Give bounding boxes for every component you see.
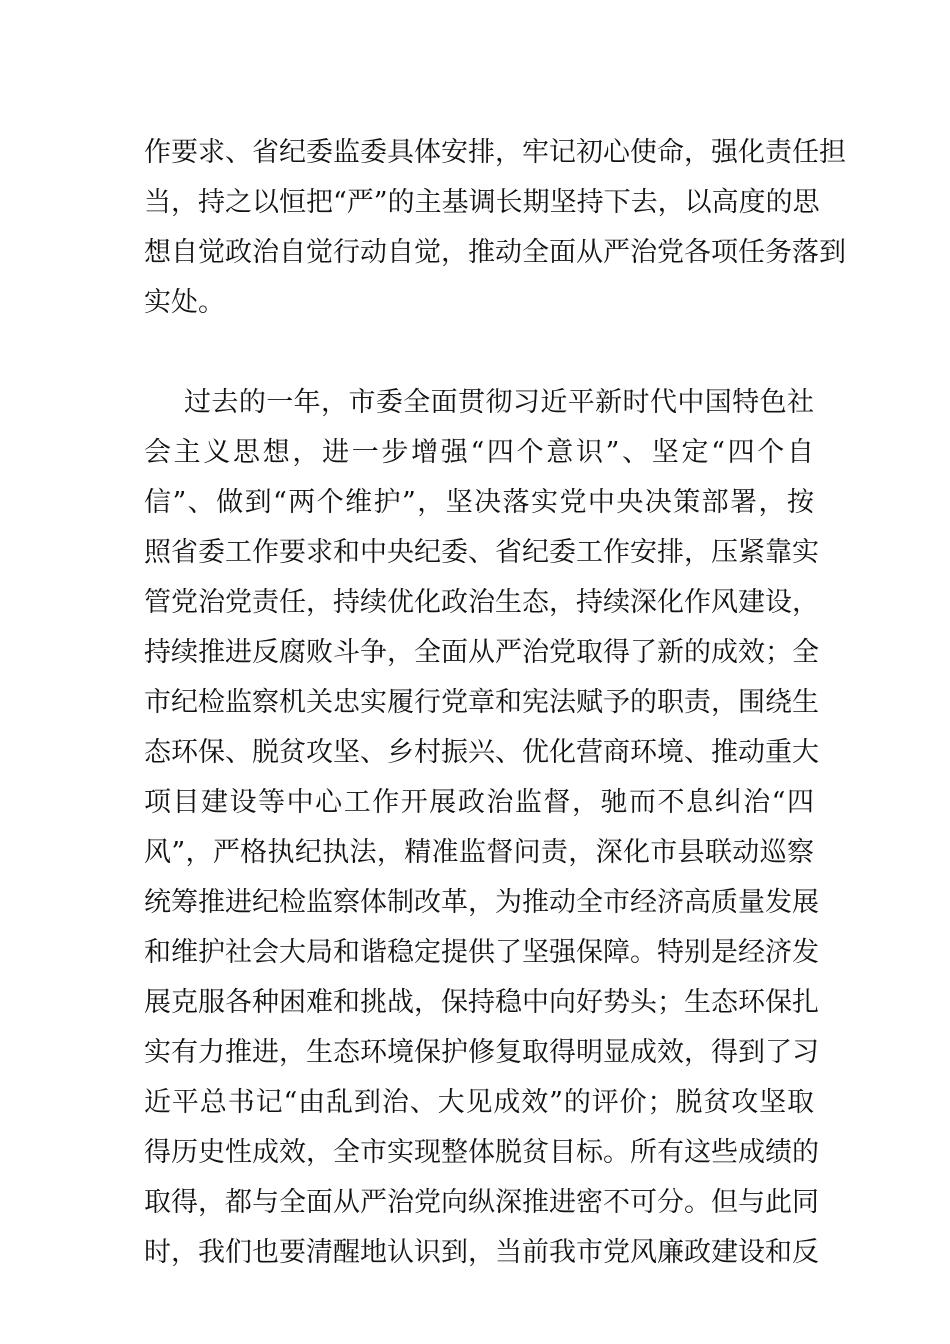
paragraph-spacer [144,328,814,378]
text-line: 信”、做到“两个维护”，坚决落实党中央决策部署，按 [144,487,814,518]
body-text [144,128,846,1278]
text-line: 实有力推进，生态环境保护修复取得明显成效，得到了习 [144,1037,819,1068]
text-line: 态环保、脱贫攻坚、乡村振兴、优化营商环境、推动重大 [144,737,819,768]
text-line: 管党治党责任，持续优化政治生态，持续深化作风建设， [144,587,819,618]
text-line: 展克服各种困难和挑战，保持稳中向好势头；生态环保扎 [144,987,819,1018]
text-line: 近平总书记“由乱到治、大见成效”的评价；脱贫攻坚取 [144,1087,814,1118]
text-line: 和维护社会大局和谐稳定提供了坚强保障。特别是经济发 [144,937,819,968]
text-line: 统筹推进纪检监察体制改革，为推动全市经济高质量发展 [144,887,819,918]
text-line: 实处。 [144,287,225,318]
text-line: 取得，都与全面从严治党向纵深推进密不可分。但与此同 [144,1187,819,1218]
text-line: 会主义思想，进一步增强“四个意识”、坚定“四个自 [144,437,814,468]
text-line: 过去的一年，市委全面贯彻习近平新时代中国特色社 [184,387,814,418]
text-line: 当，持之以恒把“严”的主基调长期坚持下去，以高度的思 [144,187,820,218]
text-line: 照省委工作要求和中央纪委、省纪委工作安排，压紧靠实 [144,537,819,568]
text-line: 风”，严格执纪执法，精准监督问责，深化市县联动巡察 [144,837,814,868]
text-line: 市纪检监察机关忠实履行党章和宪法赋予的职责，围绕生 [144,687,819,718]
paragraph-1 [144,128,846,328]
text-line: 作要求、省纪委监委具体安排，牢记初心使命，强化责任担 [144,137,846,168]
text-line: 想自觉政治自觉行动自觉，推动全面从严治党各项任务落到 [144,237,846,268]
text-line: 持续推进反腐败斗争，全面从严治党取得了新的成效；全 [144,637,819,668]
text-line: 项目建设等中心工作开展政治监督，驰而不息纠治“四 [144,787,814,818]
paragraph-2 [144,378,819,1278]
text-line: 时，我们也要清醒地认识到，当前我市党风廉政建设和反 [144,1237,819,1268]
text-line: 得历史性成效，全市实现整体脱贫目标。所有这些成绩的 [144,1137,819,1168]
